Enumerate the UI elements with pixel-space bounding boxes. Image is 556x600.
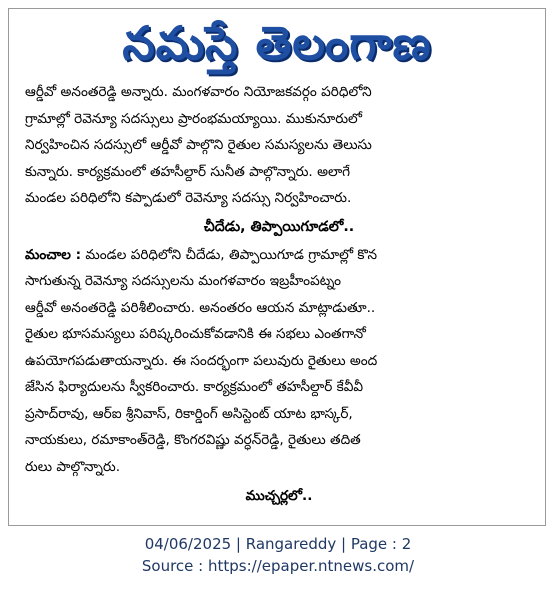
source-line: Source : https://epaper.ntnews.com/ — [141, 557, 415, 575]
article-line: గ్రామాల్లో రెవెన్యూ సదస్సులు ప్రారంభమయ్యాయి. ముకునూరులో — [25, 110, 363, 127]
article-line: ప్రసాద్‌రావు, ఆర్ఐ శ్రీనివాస్, రికార్డింగ్ అసిస్టెంట్ యాట భాస్కర్, — [25, 405, 353, 422]
article-line: నాయకులు, రమాకాంత్‌రెడ్డి, కొంగరవిష్ణు వర్ధన్‌రెడ్డి, రైతులు తదిత — [25, 432, 361, 448]
article-line: నిర్వహించిన సదస్సులో ఆర్డీవో పాల్గొని రైతుల సమస్యలను తెలుసు — [25, 137, 372, 153]
article-line: కున్నారు. కార్యక్రమంలో తహసీల్దార్ సునీత పాల్గొన్నారు. అలాగే — [25, 163, 351, 180]
dateline-place: మంచాల : — [25, 246, 82, 263]
article-line-text: మండల పరిధిలోని చీదేడు, తిప్పాయిగూడ గ్రామాల్లో కొన — [81, 246, 378, 263]
clipping-footer — [0, 533, 556, 577]
clipping-frame — [8, 8, 546, 526]
article-line: సాగుతున్న రెవెన్యూ సదస్సులను మంగళవారం ఇబ్రహీంపట్నం — [25, 273, 342, 289]
article-line: రులు పాల్గొన్నారు. — [25, 458, 121, 475]
article-line — [25, 242, 533, 269]
article-line: ఆర్డీవో అనంతరెడ్డి పరిశీలించారు. అనంతరం ఆయన మాట్లాడుతూ.. — [25, 299, 376, 316]
cut-off-heading: ముచ్చర్లలో.. — [245, 488, 313, 504]
article-subheading: చీదేడు, తిప్పాయిగూడలో.. — [203, 218, 355, 235]
article-line: రైతుల భూసమస్యలు పరిష్కరించుకోవడానికి ఈ సభలు ఎంతగానో — [25, 326, 366, 342]
article-body — [9, 79, 545, 506]
newspaper-logo: నమస్తే తెలంగాణ — [122, 16, 432, 70]
article-line: మండల పరిధిలోని కప్పాడులో రెవెన్యూ సదస్సు నిర్వహించారు. — [25, 190, 352, 206]
date-edition-line: 04/06/2025 | Rangareddy | Page : 2 — [144, 535, 412, 553]
article-line: ఉపయోగపడుతాయన్నారు. ఈ సందర్భంగా పలువురు రైతులు అంద — [25, 352, 378, 369]
masthead — [9, 9, 545, 89]
article-line: ఆర్డీవో అనంతరెడ్డి అన్నారు. మంగళవారం నియోజకవర్గం పరిధిలోని — [25, 84, 372, 100]
article-line: జేసిన ఫిర్యాదులను స్వీకరించారు. కార్యక్రమంలో తహసీల్దార్ కేవీవీ — [25, 379, 364, 395]
